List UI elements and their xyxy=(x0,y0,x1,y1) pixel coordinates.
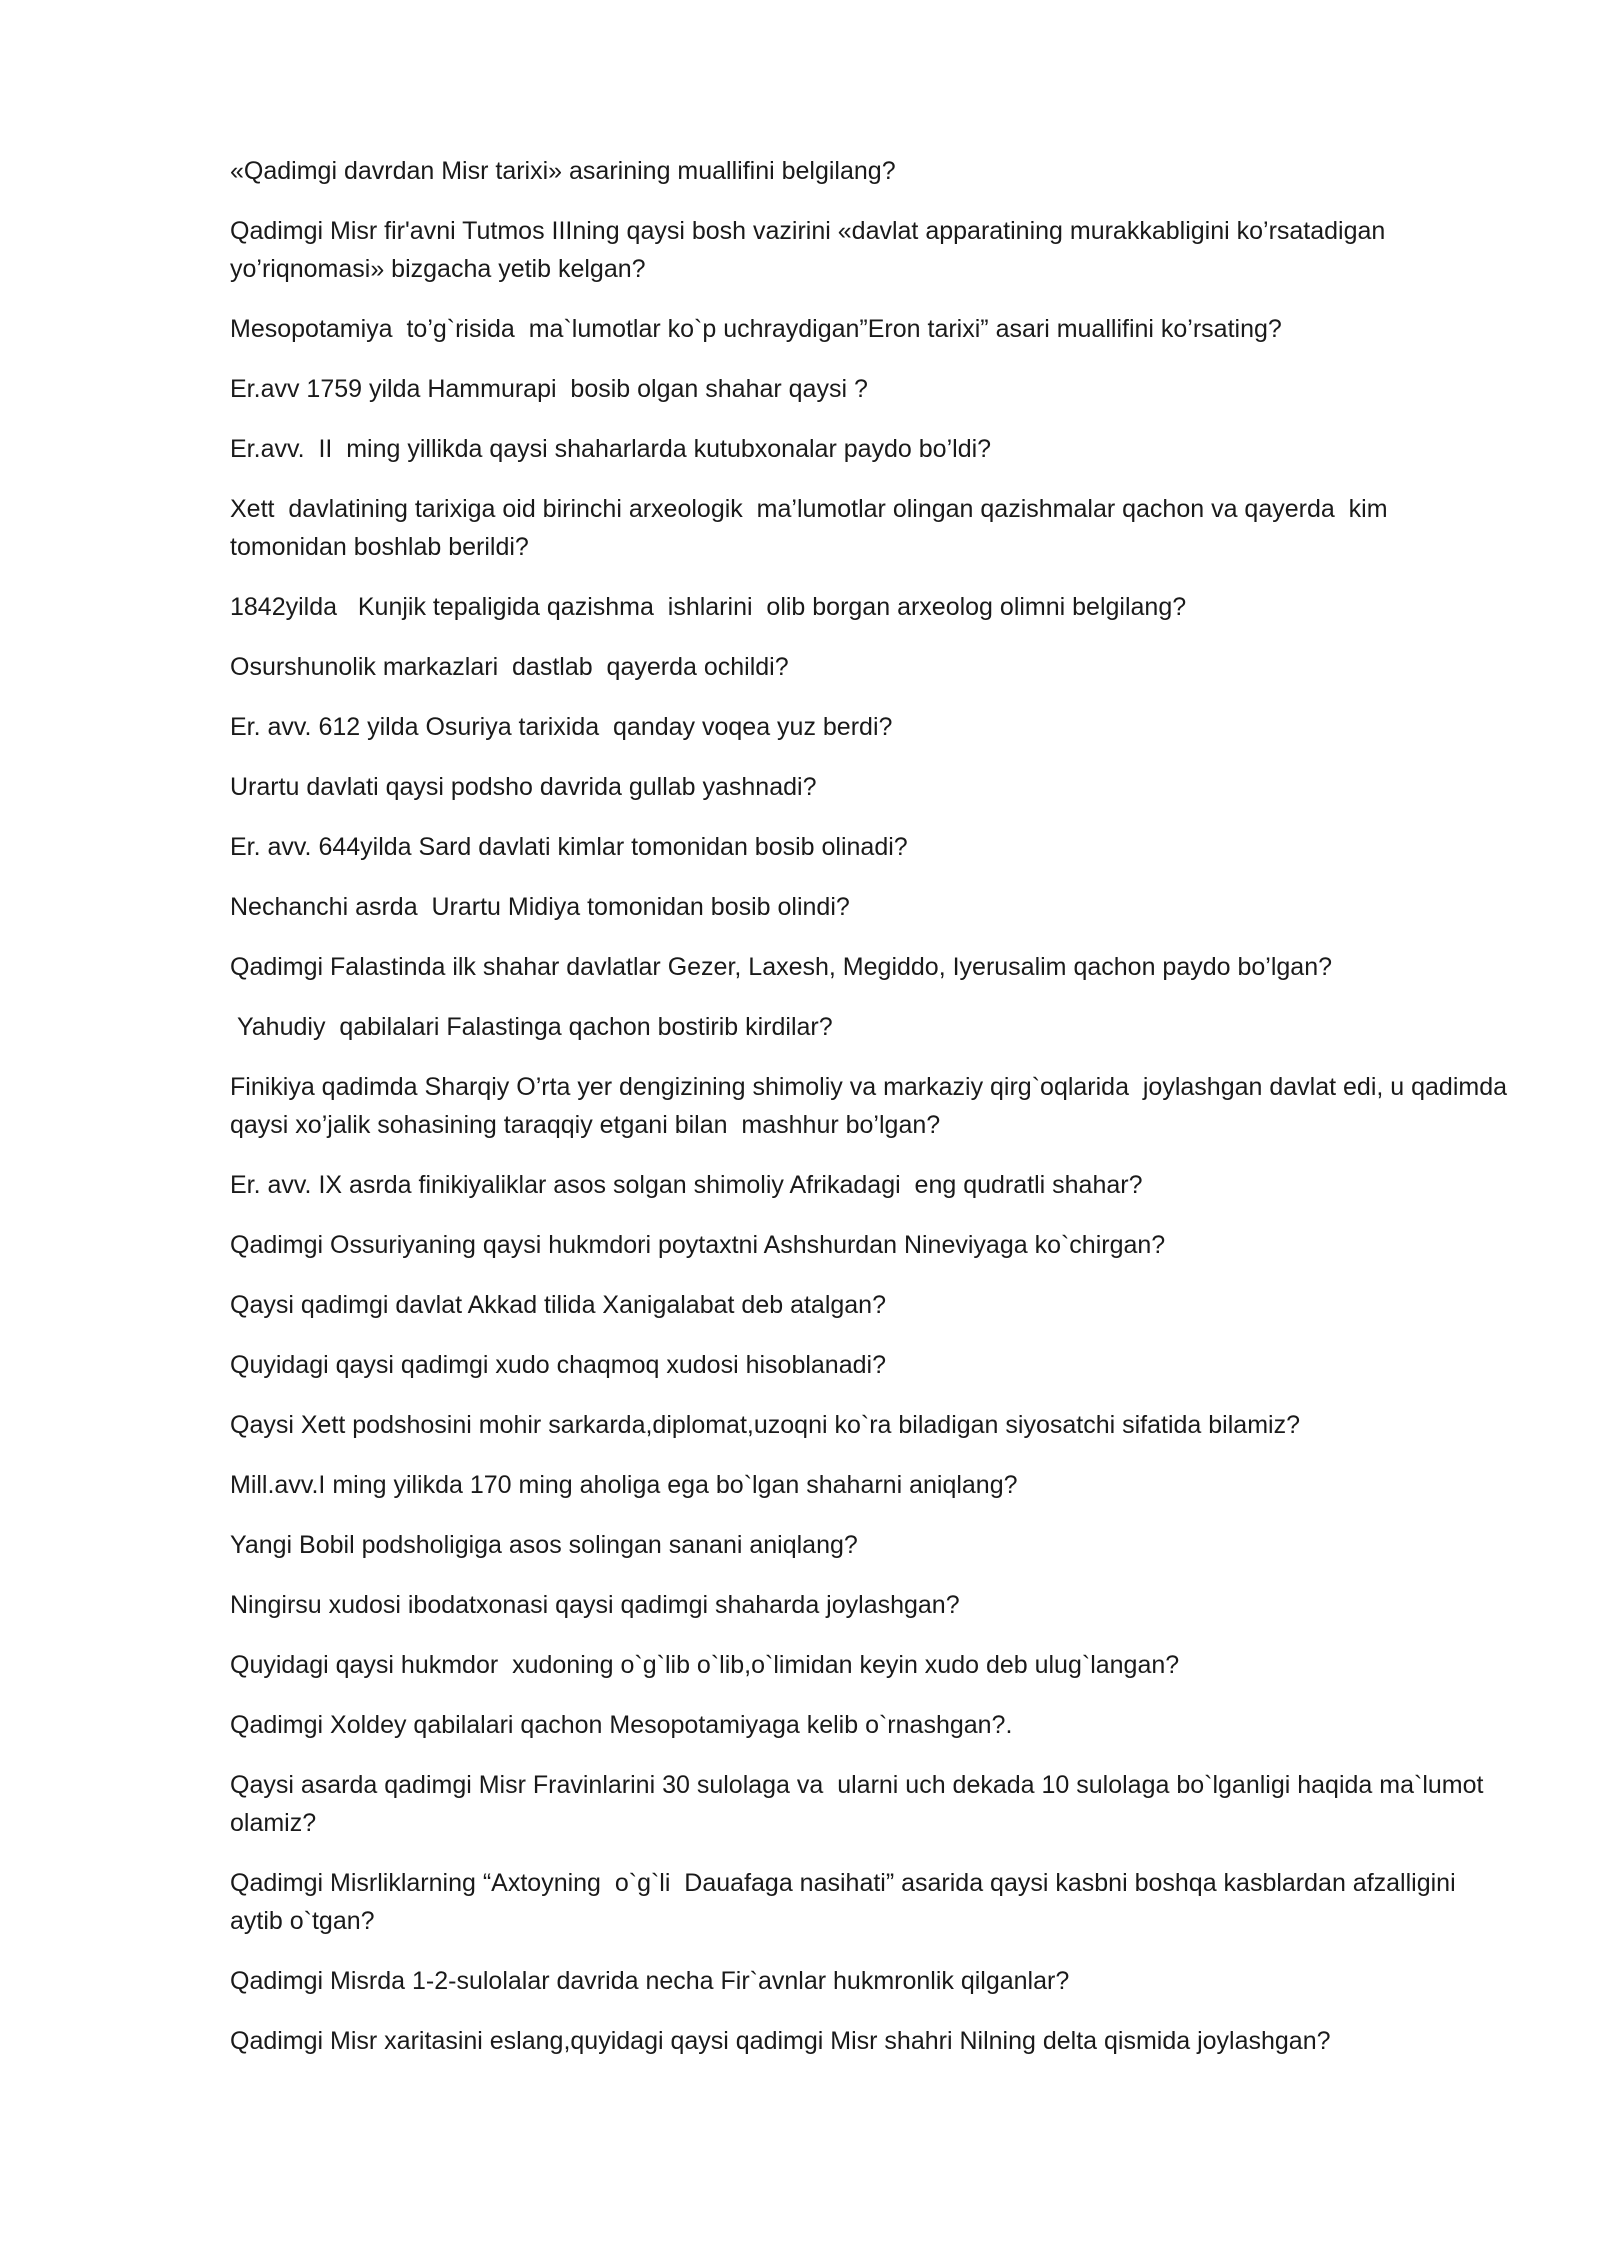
question-item: Ningirsu xudosi ibodatxonasi qaysi qadimgi shaharda joylashgan? xyxy=(230,1591,960,1619)
question-item: Mesopotamiya to’g`risida ma`lumotlar ko`p uchraydigan”Eron tarixi” asari muallifini ko’rsating? xyxy=(230,315,1282,343)
question-item: Osurshunolik markazlari dastlab qayerda ochildi? xyxy=(230,653,789,681)
question-item: Qadimgi Xoldey qabilalari qachon Mesopotamiyaga kelib o`rnashgan?. xyxy=(230,1711,1013,1739)
question-item: «Qadimgi davrdan Misr tarixi» asarining muallifini belgilang? xyxy=(230,157,896,185)
question-item: Qadimgi Misr fir'avni Tutmos IIIning qaysi bosh vazirini «davlat apparatining murakkabligini ko’rsatadigan yo’riqnomasi» bizgacha yetib kelgan? xyxy=(230,217,1393,283)
question-item: Qaysi qadimgi davlat Akkad tilida Xanigalabat deb atalgan? xyxy=(230,1291,886,1319)
question-item: Er.avv. II ming yillikda qaysi shaharlarda kutubxonalar paydo bo’ldi? xyxy=(230,435,992,463)
question-item: Quyidagi qaysi qadimgi xudo chaqmoq xudosi hisoblanadi? xyxy=(230,1351,886,1379)
question-item: Finikiya qadimda Sharqiy O’rta yer dengizining shimoliy va markaziy qirg`oqlarida joylashgan davlat edi, u qadimda qaysi xo’jalik sohasining taraqqiy etgani bilan mashhur bo’lgan? xyxy=(230,1073,1521,1139)
question-item: Qaysi Xett podshosini mohir sarkarda,diplomat,uzoqni ko`ra biladigan siyosatchi sifatida bilamiz? xyxy=(230,1411,1300,1439)
question-item: Mill.avv.I ming yilikda 170 ming aholiga ega bo`lgan shaharni aniqlang? xyxy=(230,1471,1018,1499)
question-item: Nechanchi asrda Urartu Midiya tomonidan bosib olindi? xyxy=(230,893,850,921)
question-item: Er. avv. IX asrda finikiyaliklar asos solgan shimoliy Afrikadagi eng qudratli shahar? xyxy=(230,1171,1143,1199)
question-item: Qadimgi Misrliklarning “Axtoyning o`g`li Dauafaga nasihati” asarida qaysi kasbni boshqa kasblardan afzalligini aytib o`tgan? xyxy=(230,1869,1463,1935)
question-item: Er. avv. 612 yilda Osuriya tarixida qanday voqea yuz berdi? xyxy=(230,713,893,741)
question-item: Qadimgi Ossuriyaning qaysi hukmdori poytaxtni Ashshurdan Nineviyaga ko`chirgan? xyxy=(230,1231,1166,1259)
question-item: Quyidagi qaysi hukmdor xudoning o`g`lib o`lib,o`limidan keyin xudo deb ulug`langan? xyxy=(230,1651,1180,1679)
question-item: Yahudiy qabilalari Falastinga qachon bostirib kirdilar? xyxy=(230,1013,833,1041)
question-item: Xett davlatining tarixiga oid birinchi arxeologik ma’lumotlar olingan qazishmalar qachon va qayerda kim tomonidan boshlab berildi? xyxy=(230,495,1395,561)
question-item: Qadimgi Falastinda ilk shahar davlatlar Gezer, Laxesh, Megiddo, Iyerusalim qachon paydo bo’lgan? xyxy=(230,953,1333,981)
question-item: 1842yilda Kunjik tepaligida qazishma ishlarini olib borgan arxeolog olimni belgilang? xyxy=(230,593,1187,621)
question-item: Qadimgi Misr xaritasini eslang,quyidagi qaysi qadimgi Misr shahri Nilning delta qismida joylashgan? xyxy=(230,2027,1331,2055)
question-item: Qaysi asarda qadimgi Misr Fravinlarini 30 sulolaga va ularni uch dekada 10 sulolaga bo`lganligi haqida ma`lumot olamiz? xyxy=(230,1771,1491,1837)
question-item: Yangi Bobil podsholigiga asos solingan sanani aniqlang? xyxy=(230,1531,858,1559)
question-item: Urartu davlati qaysi podsho davrida gullab yashnadi? xyxy=(230,773,817,801)
question-list xyxy=(230,152,1521,2082)
question-item: Er. avv. 644yilda Sard davlati kimlar tomonidan bosib olinadi? xyxy=(230,833,908,861)
question-item: Er.avv 1759 yilda Hammurapi bosib olgan shahar qaysi ? xyxy=(230,375,868,403)
question-item: Qadimgi Misrda 1-2-sulolalar davrida necha Fir`avnlar hukmronlik qilganlar? xyxy=(230,1967,1070,1995)
